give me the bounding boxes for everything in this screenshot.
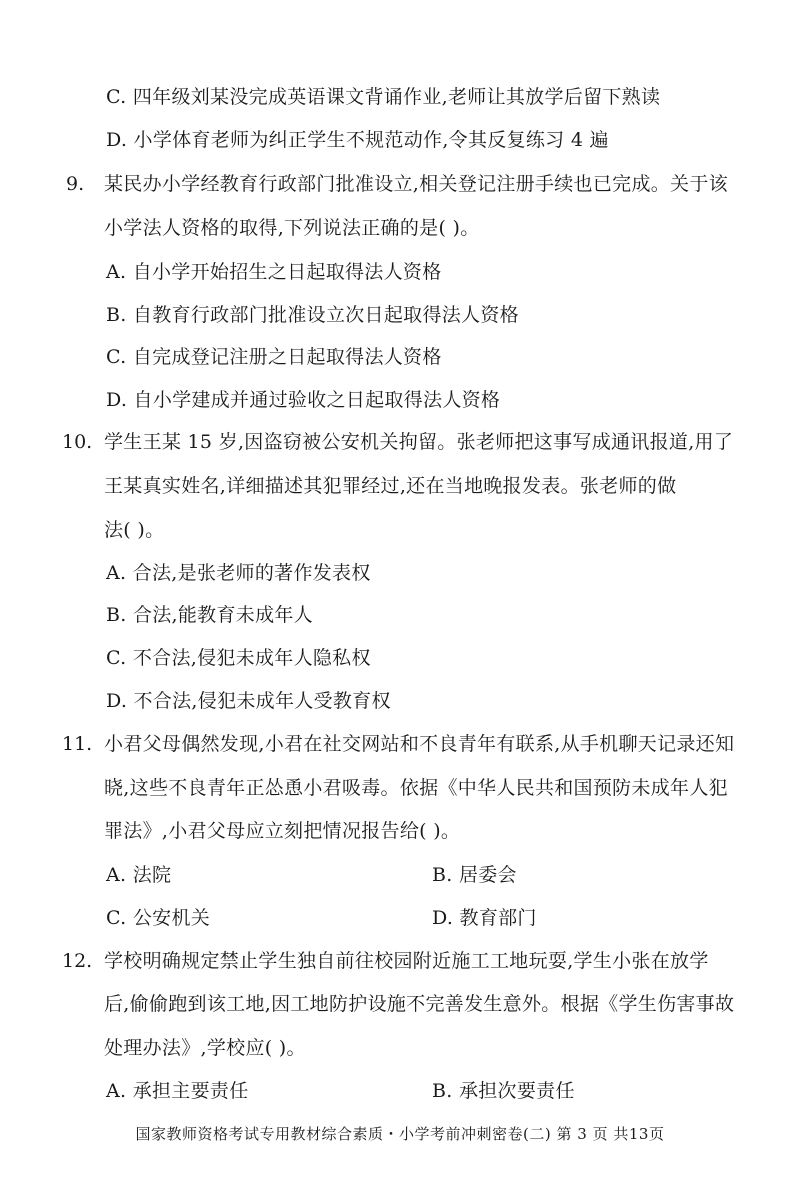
prev-option-c: C. 四年级刘某没完成英语课文背诵作业,老师让其放学后留下熟读 — [106, 86, 661, 108]
q12-text-line2: 后,偷偷跑到该工地,因工地防护设施不完善发生意外。根据《学生伤害事故 — [104, 993, 735, 1015]
q9-option-a: A. 自小学开始招生之日起取得法人资格 — [106, 261, 442, 283]
q12-text-line1: 学校明确规定禁止学生独自前往校园附近施工工地玩耍,学生小张在放学 — [104, 950, 709, 972]
q12-option-a: A. 承担主要责任 — [106, 1080, 249, 1102]
prev-option-d: D. 小学体育老师为纠正学生不规范动作,令其反复练习 4 遍 — [106, 129, 609, 151]
q9-option-d: D. 自小学建成并通过验收之日起取得法人资格 — [106, 389, 501, 411]
q11-option-d: D. 教育部门 — [432, 907, 537, 929]
q12-text-line3: 处理办法》,学校应( )。 — [104, 1037, 306, 1059]
q9-number: 9. — [66, 173, 85, 195]
q11-option-c: C. 公安机关 — [106, 907, 211, 929]
q11-text-line2: 晓,这些不良青年正怂恿小君吸毒。依据《中华人民共和国预防未成年人犯 — [104, 777, 728, 799]
page-footer: 国家教师资格考试专用教材综合素质・小学考前冲刺密卷(二) 第 3 页 共13页 — [135, 1125, 665, 1143]
q9-option-b: B. 自教育行政部门批准设立次日起取得法人资格 — [106, 304, 519, 326]
q11-number: 11. — [62, 733, 93, 755]
q11-text-line3: 罪法》,小君父母应立刻把情况报告给( )。 — [104, 820, 461, 842]
q10-text-line1: 学生王某 15 岁,因盗窃被公安机关拘留。张老师把这事写成通讯报道,用了 — [104, 431, 734, 453]
q9-text-line1: 某民办小学经教育行政部门批准设立,相关登记注册手续也已完成。关于该 — [104, 173, 728, 195]
q9-text-line2: 小学法人资格的取得,下列说法正确的是( )。 — [104, 217, 480, 239]
q10-option-c: C. 不合法,侵犯未成年人隐私权 — [106, 647, 371, 669]
q10-option-b: B. 合法,能教育未成年人 — [106, 604, 313, 626]
q11-text-line1: 小君父母偶然发现,小君在社交网站和不良青年有联系,从手机聊天记录还知 — [104, 733, 735, 755]
q12-number: 12. — [62, 950, 93, 972]
q10-option-a: A. 合法,是张老师的著作发表权 — [106, 562, 371, 584]
q11-option-a: A. 法院 — [106, 864, 172, 886]
q9-option-c: C. 自完成登记注册之日起取得法人资格 — [106, 346, 442, 368]
q11-option-b: B. 居委会 — [432, 864, 517, 886]
q10-option-d: D. 不合法,侵犯未成年人受教育权 — [106, 690, 391, 712]
q12-option-b: B. 承担次要责任 — [432, 1080, 575, 1102]
q10-number: 10. — [62, 431, 93, 453]
q10-text-line3: 法( )。 — [104, 519, 165, 541]
q10-text-line2: 王某真实姓名,详细描述其犯罪经过,还在当地晚报发表。张老师的做 — [104, 475, 677, 497]
